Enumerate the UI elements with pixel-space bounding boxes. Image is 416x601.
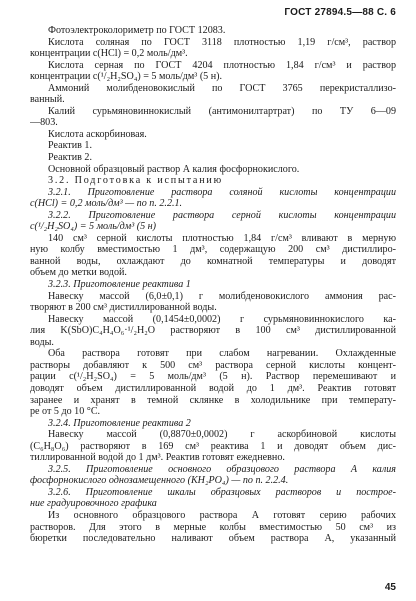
text-line: растворов. Для этого в мерные колбы вместимостью 50 см³ из	[30, 521, 396, 533]
page-header: ГОСТ 27894.5—88 С. 6	[284, 7, 396, 18]
text-line: лия K(SbO)C₄H₄O₆·¹/₂H₂O растворяют в 100 см³ дистиллированной	[30, 325, 396, 337]
text-line: доводят объем дистиллированной водой до 1 дм³. Реактив готовят	[30, 382, 396, 394]
text-line: ванной воды, охлаждают до комнатной температуры и доводят	[30, 255, 396, 267]
subsection-heading: 3.2.1. Приготовление раствора соляной кислоты концентрации	[48, 186, 396, 198]
text-line: воды.	[30, 336, 54, 348]
text-line: Основной образцовый раствор А калия фосфорнокислого.	[48, 163, 300, 175]
text-line: ную колбу вместимостью 1 дм³, содержащую 200 см³ дистиллиро-	[30, 244, 396, 256]
text-line: ванный.	[30, 94, 65, 106]
text-line: Аммоний молибденовокислый по ГОСТ 3765 перекристаллизо-	[48, 82, 396, 94]
text-line: Из основного образцового раствора А готовят серию рабочих	[48, 509, 396, 521]
text-line: Реактив 1.	[48, 140, 93, 152]
text-line: Кислота соляная по ГОСТ 3118 плотностью 1,19 г/см³, раствор	[48, 36, 396, 48]
subsection-heading: с(¹/₂H₂SO₄) = 5 моль/дм³ (5 н)	[30, 221, 157, 233]
text-line: рации с(¹/₂H₂SO₄) = 5 моль/дм³ (5 н). Раствор перемешивают и	[30, 371, 396, 383]
text-line: Реактив 2.	[48, 152, 93, 164]
text-line: (C₆H₈O₆) растворяют в 169 см³ реактива 1 и доводят объем дис-	[30, 440, 396, 452]
subsection-heading: 3.2.2. Приготовление раствора серной кислоты концентрации	[48, 209, 396, 221]
text-line: Навеску массой (0,1454±0,0002) г сурьмяновиннокислого ка-	[48, 313, 396, 325]
text-line: заранее и хранят в темной склянке в холодильнике при температу-	[30, 394, 396, 406]
text-line: Калий сурьмяновиннокислый (антимонилтартрат) по ТУ 6—09	[48, 105, 396, 117]
text-line: Кислота серная по ГОСТ 4204 плотностью 1,84 г/см³ и раствор	[48, 59, 396, 71]
text-line: растворы добавляют к 500 см³ раствора серной кислоты концент-	[30, 359, 396, 371]
text-line: творяют в 200 см³ дистиллированной воды.	[30, 302, 217, 314]
text-line: 140 см³ серной кислоты плотностью 1,84 г/см³ вливают в мерную	[48, 232, 396, 244]
text-line: Навеску массой (6,0±0,1) г молибденовокислого аммония рас-	[48, 290, 396, 302]
subsection-heading: 3.2.5. Приготовление основного образцового раствора А калия	[48, 463, 396, 475]
text-line: объем до метки водой.	[30, 267, 127, 279]
text-line: тиллированной водой до 1 дм³. Реактив готовят ежедневно.	[30, 452, 285, 464]
text-line: Навеску массой (0,8870±0,0002) г аскорбиновой кислоты	[48, 429, 396, 441]
subsection-heading: 3.2.6. Приготовление шкалы образцовых растворов и построе-	[48, 486, 396, 498]
text-line: концентрации с(HCl) = 0,2 моль/дм³.	[30, 48, 188, 60]
subsection-heading: 3.2.4. Приготовление реактива 2	[48, 417, 191, 429]
subsection-heading: 3.2.3. Приготовление реактива 1	[48, 279, 191, 291]
page-number: 45	[384, 582, 396, 593]
text-line: —803.	[30, 117, 58, 129]
section-heading: 3.2. Подготовка к испытанию	[48, 175, 223, 187]
subsection-heading: фосфорнокислого однозамещенного (KH₂PO₄) — по п. 2.2.4.	[30, 475, 289, 487]
text-line: бюретки последовательно наливают объем раствора А, указанный	[30, 533, 396, 545]
subsection-heading: ние градуировочного графика	[30, 498, 157, 510]
text-line: Оба раствора готовят при слабом нагревании. Охлажденные	[48, 348, 396, 360]
subsection-heading: с(HCl) = 0,2 моль/дм³ — по п. 2.2.1.	[30, 198, 183, 210]
text-line: ре от 5 до 10 °С.	[30, 406, 101, 418]
text-line: Кислота аскорбиновая.	[48, 128, 147, 140]
text-line: концентрации с(¹/₂H₂SO₄) = 5 моль/дм³ (5 н).	[30, 71, 223, 83]
text-line: Фотоэлектроколориметр по ГОСТ 12083.	[48, 25, 226, 36]
